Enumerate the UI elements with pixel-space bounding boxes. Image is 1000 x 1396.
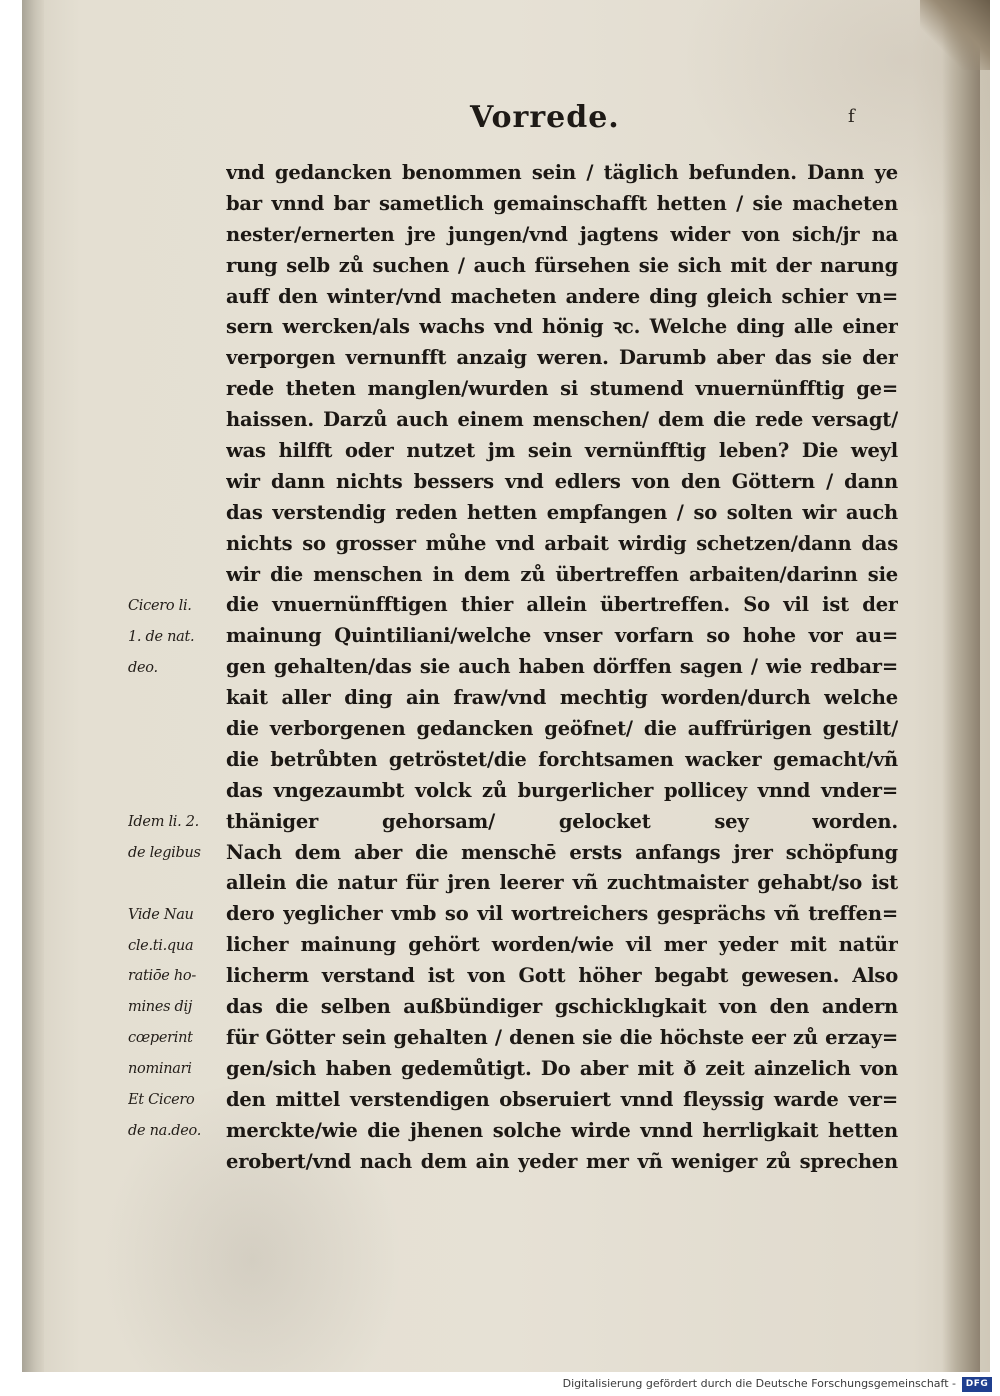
margin-note-line: ratiōe ho- xyxy=(128,968,196,985)
text-line: nester/ernerten jre jungen/vnd jagtens wider von sich/jr na xyxy=(226,222,898,246)
margin-note-line: de legibus xyxy=(128,844,201,861)
text-line: licher mainung gehört worden/wie vil mer yeder mit natür xyxy=(226,933,898,957)
text-line: allein die natur für jren leerer vñ zuchtmaister gehabt/so ist xyxy=(226,871,898,895)
marginal-note-idem xyxy=(128,807,224,1147)
text-line: haissen. Darzů auch einem menschen/ dem die rede versagt/ xyxy=(226,408,898,432)
text-line: den mittel verstendigen obseruiert vnnd fleyssig warde ver= xyxy=(226,1087,898,1111)
text-line: die betrůbten getröstet/die forchtsamen wacker gemacht/vñ xyxy=(226,747,898,771)
text-line: vnd gedancken benommen sein / täglich befunden. Dann ye xyxy=(226,161,898,184)
text-line: bar vnnd bar sametlich gemainschafft hetten / sie macheten xyxy=(226,191,898,215)
text-line: rung selb zů suchen / auch fürsehen sie sich mit der narung xyxy=(226,253,898,277)
running-head: Vorrede. xyxy=(470,100,620,135)
main-text-block xyxy=(226,158,898,1177)
page-corner-stain xyxy=(920,0,990,70)
text-line: auff den winter/vnd macheten andere ding gleich schier vn= xyxy=(226,284,898,308)
text-line: sern wercken/als wachs vnd hönig ꝛc. Welche ding alle einer xyxy=(226,315,898,339)
text-line: was hilfft oder nutzet jm sein vernünfftig leben? Die weyl xyxy=(226,439,898,463)
text-line: kait aller ding ain fraw/vnd mechtig worden/durch welche xyxy=(226,686,898,710)
text-line: mainung Quintiliani/welche vnser vorfarn so hohe vor au= xyxy=(226,624,898,648)
margin-note-line: nominari xyxy=(128,1061,192,1078)
margin-note-line: mines dij xyxy=(128,999,193,1016)
margin-note-line xyxy=(128,869,224,900)
text-line: gen gehalten/das sie auch haben dörffen sagen / wie redbar= xyxy=(226,655,898,679)
margin-note-line: de na.deo. xyxy=(128,1122,202,1139)
text-line: wir dann nichts bessers vnd edlers von den Göttern / dann xyxy=(226,469,898,493)
text-line: für Götter sein gehalten / denen sie die höchste eer zů erzay= xyxy=(226,1025,898,1049)
margin-note-line: Et Cicero xyxy=(128,1092,195,1109)
text-line: erobert/vnd nach dem ain yeder mer vñ weniger zů sprechen xyxy=(226,1149,898,1173)
margin-note-line: cœperint xyxy=(128,1030,193,1047)
text-line: rede theten manglen/wurden si stumend vnuernünfftig ge= xyxy=(226,377,898,401)
margin-note-line: deo. xyxy=(128,659,158,676)
folio-mark: f xyxy=(848,106,855,127)
text-line: merckte/wie die jhenen solche wirde vnnd herrligkait hetten xyxy=(226,1118,898,1142)
page-edge-shadow xyxy=(942,0,980,1372)
margin-note-line: Vide Nau xyxy=(128,906,194,923)
text-line: die vnuernünfftigen thier allein übertreffen. So vil ist der xyxy=(226,593,898,617)
text-line: die verborgenen gedancken geöfnet/ die auffrürigen gestilt/ xyxy=(226,717,898,741)
funding-credit: Digitalisierung gefördert durch die Deutsche Forschungsgemeinschaft - xyxy=(562,1377,956,1390)
margin-note-line: Cicero li. xyxy=(128,598,192,614)
margin-note-line: 1. de nat. xyxy=(128,628,195,645)
text-line: verporgen vernunfft anzaig weren. Darumb aber das sie der xyxy=(226,346,898,370)
text-line: Nach dem aber die menschē ersts anfangs jrer schöpfung xyxy=(226,840,898,864)
margin-note-line: Idem li. 2. xyxy=(128,814,199,830)
text-line: thäniger gehorsam/ gelocket sey worden. xyxy=(226,809,898,833)
dfg-logo: DFG xyxy=(962,1377,992,1392)
margin-note-line: cle.ti.qua xyxy=(128,937,194,954)
text-line: gen/sich haben gedemůtigt. Do aber mit ð zeit ainzelich von xyxy=(226,1056,898,1080)
text-line: das vngezaumbt volck zů burgerlicher pollicey vnnd vnder= xyxy=(226,778,898,802)
binding-edge xyxy=(22,0,44,1372)
text-line: das verstendig reden hetten empfangen / so solten wir auch xyxy=(226,500,898,524)
text-line: wir die menschen in dem zů übertreffen arbaiten/darinn sie xyxy=(226,562,898,586)
text-line: das die selben außbündiger gschicklıgkait von den andern xyxy=(226,995,898,1019)
text-line: nichts so grosser můhe vnd arbait wirdig schetzen/dann das xyxy=(226,531,898,555)
text-line: licherm verstand ist von Gott höher begabt gewesen. Also xyxy=(226,964,898,988)
footer-bar xyxy=(0,1374,1000,1396)
marginal-note-cicero xyxy=(128,591,224,684)
text-line: dero yeglicher vmb so vil wortreichers gesprächs vñ treffen= xyxy=(226,902,898,926)
